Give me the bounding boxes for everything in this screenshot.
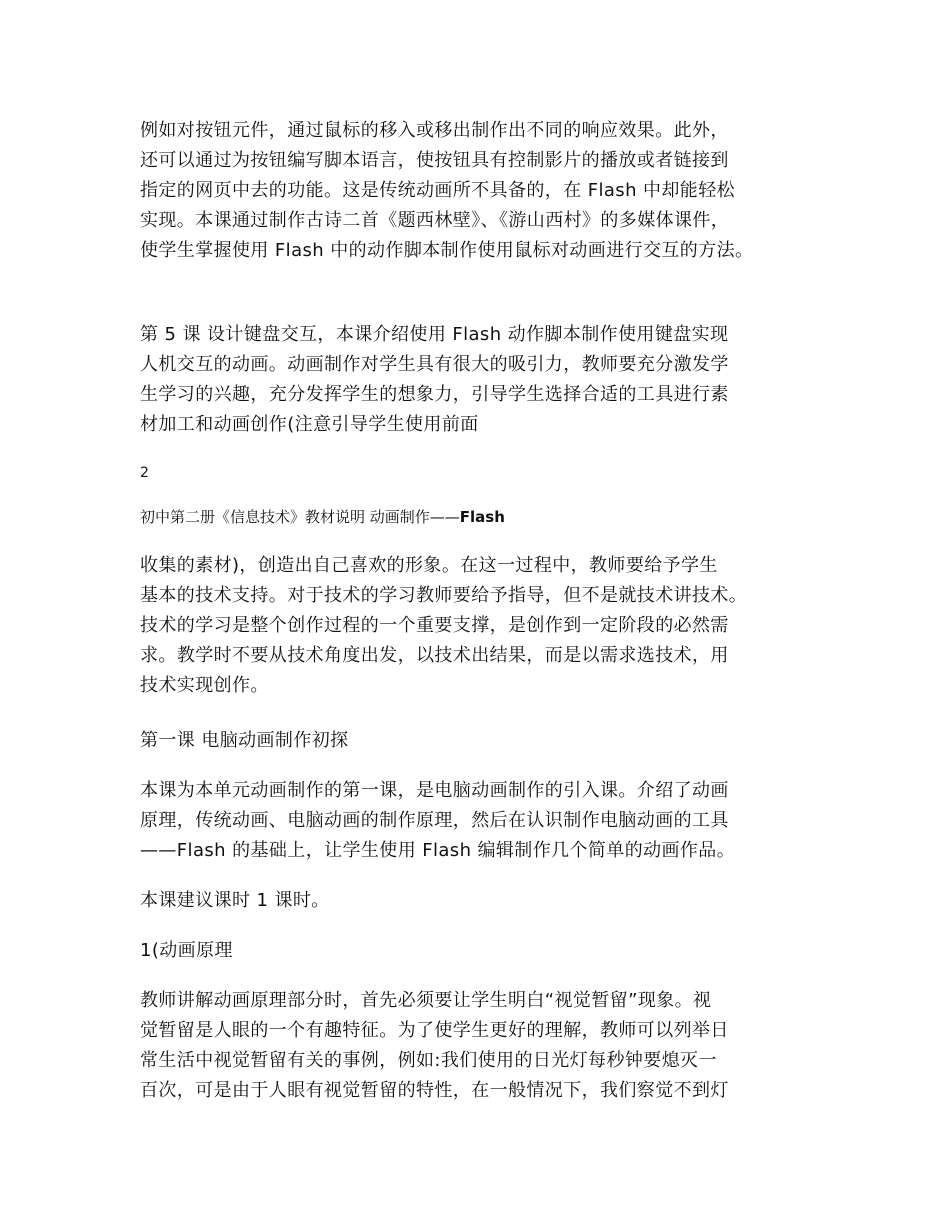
text-line: ——Flash 的基础上，让学生使用 Flash 编辑制作几个简单的动画作品。: [140, 840, 736, 861]
running-header-text: 初中第二册《信息技术》教材说明 动画制作——: [140, 508, 460, 526]
page-number: 2: [140, 465, 149, 481]
text-line: 例如对按钮元件，通过鼠标的移入或移出制作出不同的响应效果。此外，: [140, 120, 729, 141]
text-line: 教师讲解动画原理部分时，首先必须要让学生明白“视觉暂留”现象。视: [140, 990, 712, 1011]
text-line: 本课为本单元动画制作的第一课，是电脑动画制作的引入课。介绍了动画: [140, 780, 729, 801]
text-line: 基本的技术支持。对于技术的学习教师要给予指导，但不是就技术讲技术。: [140, 585, 748, 606]
text-line: 求。教学时不要从技术角度出发，以技术出结果，而是以需求选技术，用: [140, 645, 729, 666]
text-line: 还可以通过为按钮编写脚本语言，使按钮具有控制影片的播放或者链接到: [140, 150, 729, 171]
text-line: 指定的网页中去的功能。这是传统动画所不具备的，在 Flash 中却能轻松: [140, 180, 736, 201]
text-line: 技术实现创作。: [140, 675, 269, 696]
text-line: 技术的学习是整个创作过程的一个重要支撑，是创作到一定阶段的必然需: [140, 615, 729, 636]
running-header: [140, 507, 505, 527]
text-line: 本课建议课时 1 课时。: [140, 890, 330, 911]
text-line: 常生活中视觉暂留有关的事例，例如:我们使用的日光灯每秒钟要熄灭一: [140, 1050, 717, 1071]
section-heading: 第一课 电脑动画制作初探: [140, 730, 349, 751]
text-line: 使学生掌握使用 Flash 中的动作脚本制作使用鼠标对动画进行交互的方法。: [140, 240, 754, 261]
text-line: 人机交互的动画。动画制作对学生具有很大的吸引力，教师要充分激发学: [140, 354, 729, 375]
text-line: 收集的素材)，创造出自己喜欢的形象。在这一过程中，教师要给予学生: [140, 555, 718, 576]
text-line: 原理，传统动画、电脑动画的制作原理，然后在认识制作电脑动画的工具: [140, 810, 729, 831]
text-line: 生学习的兴趣，充分发挥学生的想象力，引导学生选择合适的工具进行素: [140, 384, 729, 405]
text-line: 觉暂留是人眼的一个有趣特征。为了使学生更好的理解，教师可以列举日: [140, 1020, 729, 1041]
text-line: 实现。本课通过制作古诗二首《题西林壁》、《游山西村》的多媒体课件，: [140, 210, 730, 231]
text-line: 材加工和动画创作(注意引导学生使用前面: [140, 414, 479, 435]
subsection-heading: 1(动画原理: [140, 940, 233, 961]
text-line: 第 5 课 设计键盘交互，本课介绍使用 Flash 动作脚本制作使用键盘实现: [140, 324, 729, 345]
running-header-bold: Flash: [459, 508, 505, 526]
text-line: 百次，可是由于人眼有视觉暂留的特性，在一般情况下，我们察觉不到灯: [140, 1080, 729, 1101]
